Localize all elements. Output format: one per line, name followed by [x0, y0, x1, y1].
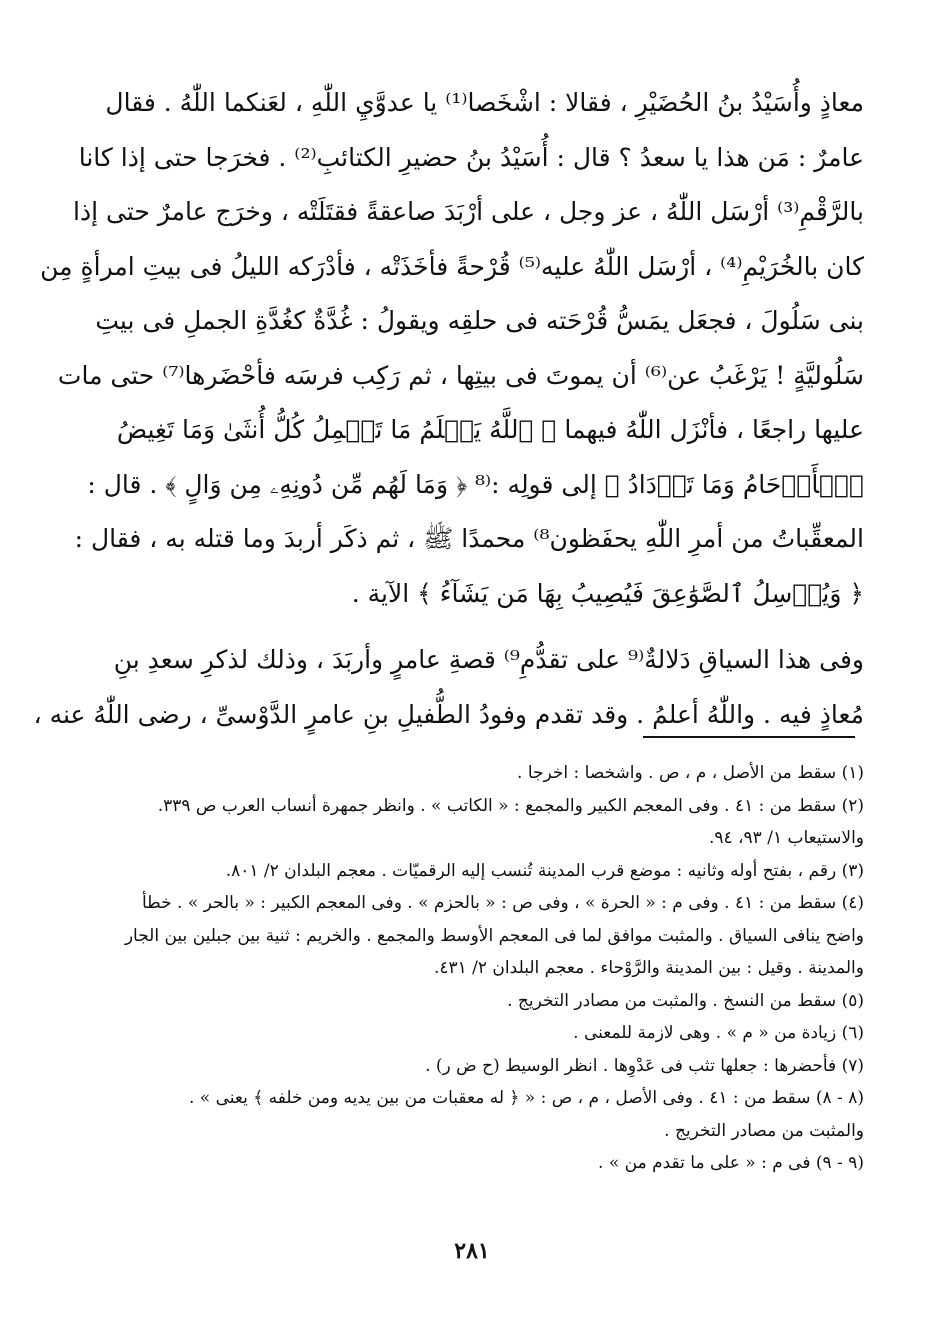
text-line-3: بالرَّقْمِ⁽³⁾ أرْسَل اللّٰهُ ، عز وجل ، على أرْبَدَ صاعقةً فقتَلَتْه ، وخرَج عامرٌ حتى إذا: [73, 197, 864, 226]
footnote-line-8: (٥) سقط من النسخ . والمثبت من مصادر التخريج .: [507, 990, 864, 1011]
text-line-5: بنى سَلُولَ ، فجعَل يمَسُّ قُرْحَته فى حلقِه ويقولُ : غُدَّةٌ كغُدَّةِ الجملِ فى بيتِ: [95, 306, 864, 335]
text-line-7: عليها راجعًا ، فأنْزَل اللّٰهُ فيهما ﴿ ٱللَّهُ يَعۡلَمُ مَا تَحۡمِلُ كُلُّ أُنثَىٰ وَمَا تَغِيضُ: [116, 415, 864, 444]
text-line-1: معاذٍ وأُسَيْدُ بنُ الحُضَيْرِ ، فقالا : اشْخَصا⁽¹⁾ يا عدوَّيِ اللّٰهِ ، لعَنكما اللّٰهُ . فقال: [105, 88, 864, 117]
footnote-line-13: (٩ - ٩) فى م : « على ما تقدم من » .: [598, 1153, 864, 1173]
footnote-line-5: (٤) سقط من : ٤١ . وفى م : « الحرة » ، وفى ص : « بالحزم » . وفى المعجم الكبير : « بالحر » . خطأ: [142, 893, 864, 913]
text-line-6: سَلُوليَّةٍ ! يَرْغَبُ عن⁽⁶⁾ أن يموتَ فى بيتِها ، ثم رَكِب فرسَه فأحْضَرها⁽⁷⁾ حتى مات: [57, 360, 864, 390]
footnote-line-11: (٨ - ٨) سقط من : ٤١ . وفى الأصل ، م ، ص : « ﴿ له معقبات من بين يديه ومن خلفه ﴾ يعنى » .: [189, 1088, 864, 1108]
main-text-body: [33, 76, 864, 742]
text-line-12: مُعاذٍ فيه . واللّٰهُ أعلمُ . وقد تقدم وفودُ الطُّفيلِ بنِ عامرٍ الدَّوْسىِّ ، رضى اللّٰهُ عنه ،: [33, 699, 864, 729]
footnote-line-3: والاستيعاب ١/ ٩٣، ٩٤.: [708, 828, 864, 848]
footnote-line-1: (١) سقط من الأصل ، م ، ص . واشخصا : اخرجا .: [517, 763, 864, 783]
footnote-separator: [643, 736, 855, 738]
text-line-4: كان بالخُرَيْمِ⁽⁴⁾ ، أرْسَل اللّٰهُ عليه⁽⁵⁾ قُرْحةً فأخَذَتْه ، فأدْرَكه الليلُ فى بيتِ امرأةٍ مِن: [40, 251, 864, 281]
text-line-2: عامرٌ : مَن هذا يا سعدُ ؟ قال : أُسَيْدُ بنُ حضيرِ الكتائبِ⁽²⁾ . فخرَجا حتى إذا كانا: [78, 142, 864, 172]
text-line-9: المعقِّباتُ من أمرِ اللّٰهِ يحفَظون⁸⁾ محمدًا ﷺ ، ثم ذكَر أربدَ وما قتله به ، فقال :: [74, 524, 864, 553]
text-line-8: ٱلۡأَرۡحَامُ وَمَا تَزۡدَادُ ﴾ إلى قولِه :⁽⁸ ﴿ وَمَا لَهُم مِّن دُونِهِۦ مِن وَالٍ ﴾ . قال :: [87, 469, 864, 499]
footnote-line-2: (٢) سقط من : ٤١ . وفى المعجم الكبير والمجمع : « الكاتب » . وانظر جمهرة أنساب العرب ص ٣٣٩.: [157, 795, 864, 816]
page-number: ٢٨١: [454, 1238, 490, 1264]
footnote-line-9: (٦) زيادة من « م » . وهى لازمة للمعنى .: [573, 1023, 864, 1043]
footnote-line-12: والمثبت من مصادر التخريج .: [664, 1120, 864, 1141]
text-line-10: ﴿ وَيُرۡسِلُ ٱلصَّوَٰعِقَ فَيُصِيبُ بِهَا مَن يَشَآءُ ﴾ الآية .: [351, 578, 864, 608]
footnotes-section: [124, 757, 864, 1180]
footnote-line-4: (٣) رقم ، بفتح أوله وثانيه : موضع قرب المدينة تُنسب إليه الرقميّات . معجم البلدان ٢/ ٨٠١.: [225, 860, 864, 881]
footnote-line-7: والمدينة . وقيل : بين المدينة والرَّوْحاء . معجم البلدان ٢/ ٤٣١.: [433, 958, 864, 978]
text-line-11: وفى هذا السياقِ دَلالةٌ⁽⁹ على تقدُّمِ⁹⁾ قصةِ عامرٍ وأربَدَ ، وذلك لذكرِ سعدِ بنِ: [113, 645, 864, 674]
footnote-line-6: واضح ينافى السياق . والمثبت موافق لما فى المعجم الأوسط والمجمع . والخريم : ثنية بين جبلين بين الجار: [124, 925, 864, 946]
footnote-line-10: (٧) فأحضرها : جعلها تثب فى عَدْوِها . انظر الوسيط (ح ض ر) .: [425, 1055, 864, 1076]
